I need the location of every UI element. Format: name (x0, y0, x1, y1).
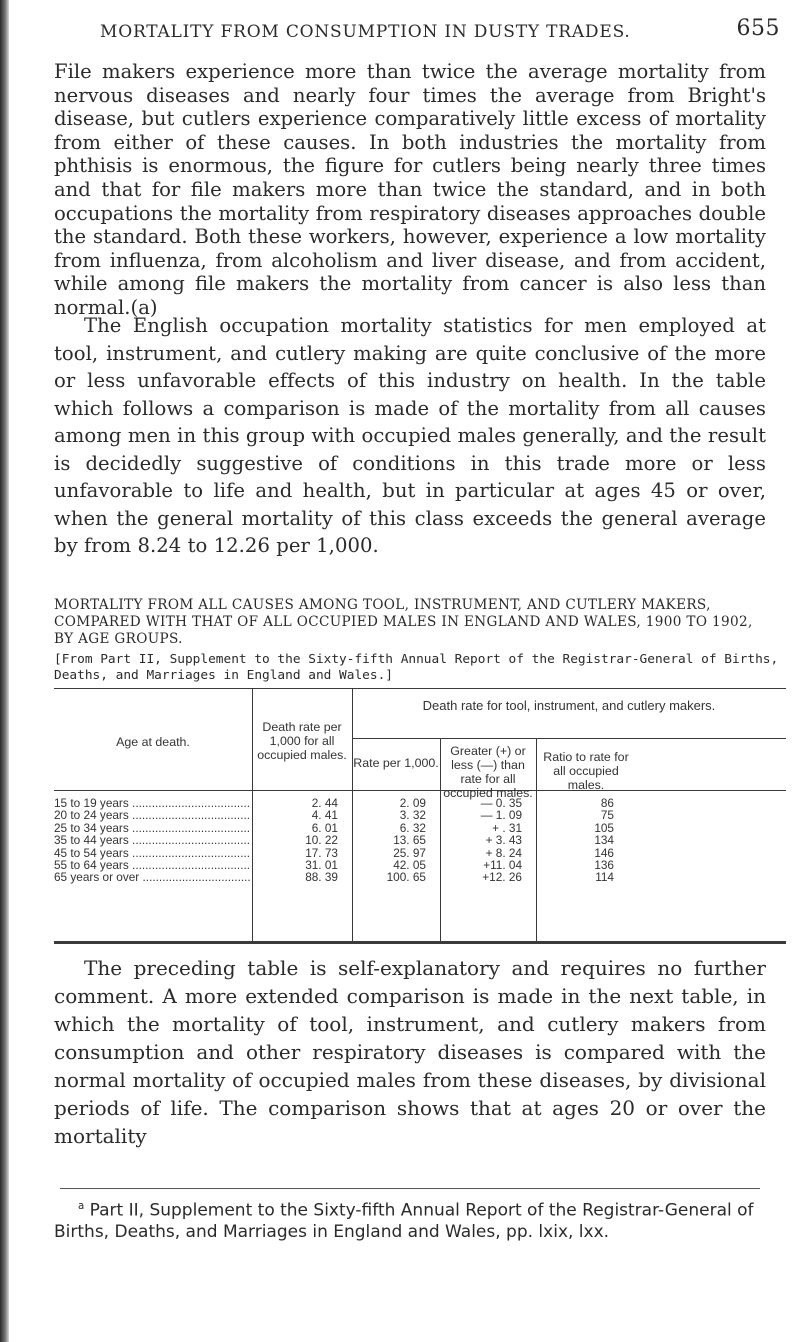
cell-age: 45 to 54 years ..... (54, 846, 250, 860)
footnote-divider (60, 1188, 760, 1189)
footnote-reference: (a) (130, 295, 158, 319)
table-source-note: [From Part II, Supplement to the Sixty-fifth Annual Report of the Registrar-General of Births, Deaths, and Marriages in England and Wales.] (54, 652, 779, 683)
footnote-marker: a (78, 1201, 85, 1212)
cell-rate: 3. 32 (399, 808, 426, 823)
cell-diff: + 8. 24 (485, 845, 522, 860)
cell-rate: 25. 97 (393, 845, 426, 860)
table-top-rule (54, 688, 786, 689)
table-row (54, 796, 786, 808)
cell-age: 15 to 19 years ..... (54, 796, 250, 810)
header-group-rate: Death rate for tool, instrument, and cutlery makers. (422, 698, 716, 713)
group-header-rule (352, 738, 786, 739)
cell-diff: — 0. 35 (480, 796, 522, 810)
cell-all-rate: 4. 41 (311, 808, 338, 823)
cell-ratio: 134 (594, 833, 614, 848)
cell-ratio: 146 (594, 845, 614, 860)
cell-diff: — 1. 09 (480, 808, 522, 823)
paragraph-file-makers (54, 60, 766, 320)
cell-age: 65 years or over ..... (54, 870, 250, 884)
header-all-occupied-rate: Death rate per 1,000 for all occupied males. (257, 720, 347, 762)
header-ratio: Ratio to rate for all occupied males. (543, 750, 629, 792)
table-bottom-rule (54, 941, 786, 944)
cell-ratio: 75 (600, 808, 614, 823)
table-row (54, 858, 786, 870)
cell-rate: 100. 65 (386, 870, 426, 885)
cell-all-rate: 10. 22 (305, 833, 338, 848)
cell-rate: 42. 05 (393, 857, 426, 872)
table-header-rule (54, 790, 786, 791)
cell-ratio: 136 (594, 857, 614, 872)
paragraph-english-statistics: The English occupation mortality statistics for men employed at tool, instrument, and cutlery making are quite conclusive of the more or less unfavorable effects of this industry on health. In the table which follows a comparison is made of the mortality from all causes among men in this group with occupied males generally, and the result is decidedly suggestive of conditions in this trade more or less unfavorable to life and health, but in particular at ages 45 or over, when the general mortality of this class exceeds the general average by from 8.24 to 12.26 per 1,000. (54, 314, 766, 557)
cell-rate: 6. 32 (399, 820, 426, 835)
table-row (54, 821, 786, 833)
header-age-at-death: Age at death. (116, 735, 190, 749)
cell-ratio: 105 (594, 820, 614, 835)
cell-diff: +12. 26 (482, 870, 522, 885)
page-number: 655 (736, 16, 780, 41)
table-row (54, 833, 786, 848)
cell-diff: +11. 04 (483, 857, 522, 872)
cell-diff: + 3. 43 (485, 833, 522, 848)
cell-all-rate: 88. 39 (305, 870, 338, 885)
cell-age: 55 to 64 years ..... (54, 858, 250, 872)
footnote (54, 1196, 766, 1243)
cell-rate: 13. 65 (393, 833, 426, 848)
mortality-table (54, 688, 786, 946)
table-body (54, 796, 786, 883)
table-row (54, 870, 786, 885)
cell-age: 25 to 34 years ..... (54, 821, 250, 835)
cell-ratio: 86 (600, 796, 614, 810)
footnote-text: Part II, Supplement to the Sixty-fifth Annual Report of the Registrar-General of Births, Deaths, and Marriages in England and Wales, pp. lxix, lxx. (54, 1200, 754, 1242)
header-greater-or-less: Greater (+) or less (—) than rate for all occupied males. (443, 744, 533, 800)
paragraph-table-commentary: The preceding table is self-explanatory and requires no further comment. A more extended comparison is made in the next table, in which the mortality of tool, instrument, and cutlery makers from consumption and other respiratory diseases is compared with the normal mortality of occupied males from these diseases, by divisional periods of life. The comparison shows that at ages 20 or over the mortality (54, 956, 766, 1148)
cell-rate: 2. 09 (399, 796, 426, 810)
header-rate-per-1000: Rate per 1,000. (353, 756, 439, 770)
paragraph-text: File makers experience more than twice the average mortality from nervous diseases and nearly four times the average from Bright's disease, but cutlers experience comparatively little excess of mortality from either of these causes. In both industries the mortality from phthisis is enormous, the figure for cutlers being nearly three times and that for file makers more than twice the standard, and in both occupations the mortality from respiratory diseases approaches double the standard. Both these workers, however, experience a low mortality from influenza, from alcoholism and liver disease, and from accident, while among file makers the mortality from cancer is also less than normal. (54, 60, 766, 319)
cell-all-rate: 6. 01 (311, 820, 338, 835)
table-row (54, 846, 786, 858)
running-title: MORTALITY FROM CONSUMPTION IN DUSTY TRADES. (100, 22, 631, 42)
cell-all-rate: 2. 44 (311, 796, 338, 810)
cell-ratio: 114 (595, 870, 614, 885)
cell-age: 20 to 24 years ..... (54, 808, 250, 822)
cell-age: 35 to 44 years ..... (54, 833, 250, 847)
cell-all-rate: 31. 01 (305, 857, 338, 872)
table-title: MORTALITY FROM ALL CAUSES AMONG TOOL, INSTRUMENT, AND CUTLERY MAKERS, COMPARED WITH THAT OF ALL OCCUPIED MALES IN ENGLAND AND WALES, 1900 TO 1902, BY AGE GROUPS. (54, 597, 753, 647)
cell-all-rate: 17. 73 (305, 845, 338, 860)
cell-diff: + . 31 (492, 820, 522, 835)
table-row (54, 808, 786, 823)
